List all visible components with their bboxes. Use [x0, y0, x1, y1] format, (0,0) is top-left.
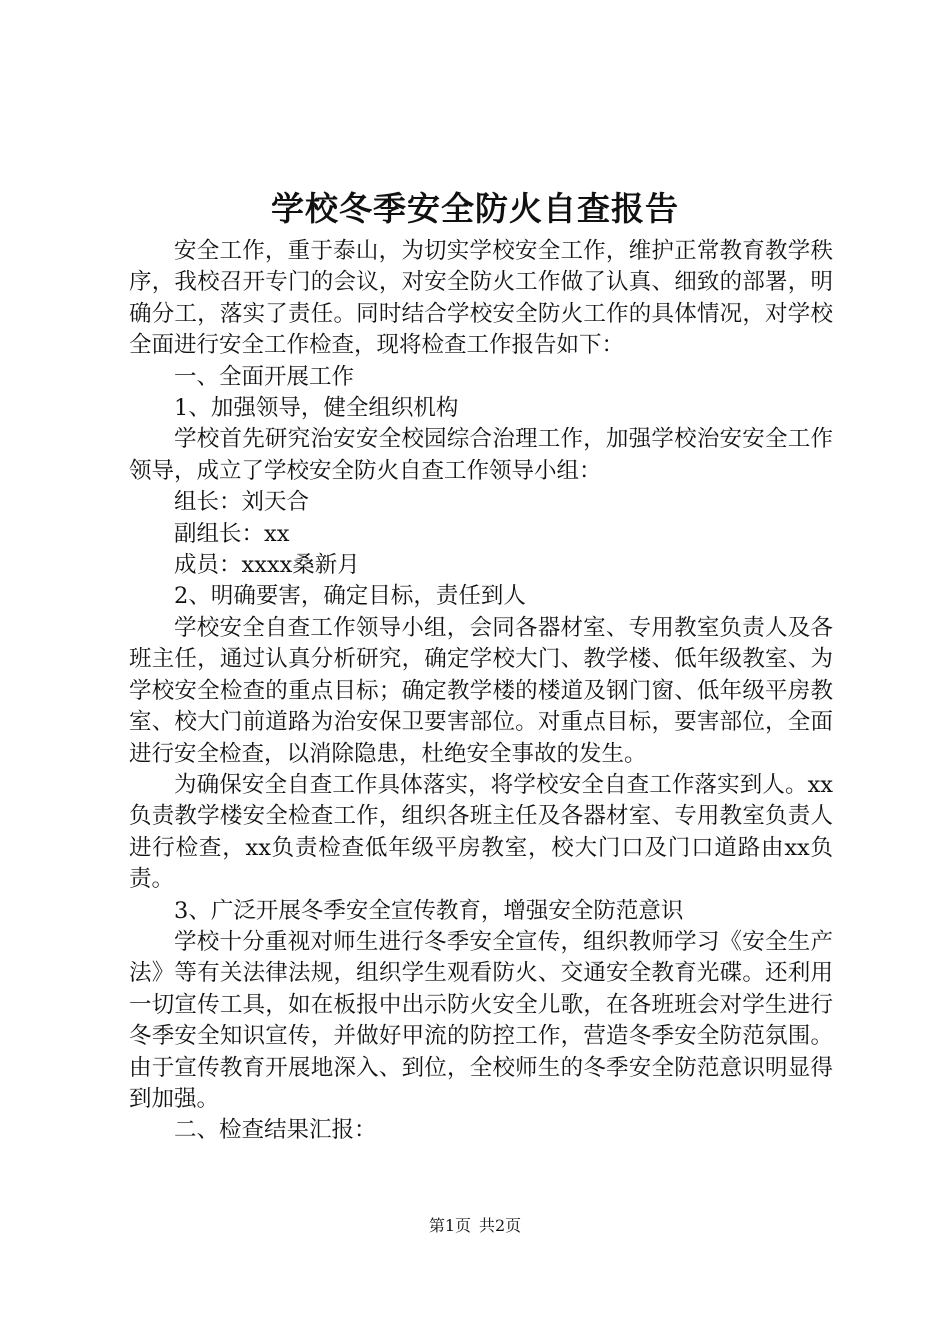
responsibility-paragraph: 为确保安全自查工作具体落实，将学校安全自查工作落实到人。xx负责教学楼安全检查工作，组织各班主任及各器材室、专用教室负责人进行检查，xx负责检查低年级平房教室，校大门口及门口道路由xx负责。	[129, 771, 833, 893]
page-footer	[0, 1214, 950, 1238]
intro-paragraph: 安全工作，重于泰山，为切实学校安全工作，维护正常教育教学秩序，我校召开专门的会议，对安全防火工作做了认真、细致的部署，明确分工，落实了责任。同时结合学校安全防火工作的具体情况，对学校全面进行安全工作检查，现将检查工作报告如下：	[129, 238, 833, 359]
leadership-paragraph: 学校首先研究治安安全校园综合治理工作，加强学校治安安全工作领导，成立了学校安全防火自查工作领导小组：	[129, 426, 833, 484]
page-current: 第1页	[428, 1216, 471, 1235]
key-targets-paragraph: 学校安全自查工作领导小组，会同各器材室、专用教室负责人及各班主任，通过认真分析研究，确定学校大门、教学楼、低年级教室、为学校安全检查的重点目标；确定教学楼的楼道及钢门窗、低年级平房教室、校大门前道路为治安保卫要害部位。对重点目标，要害部位，全面进行安全检查，以消除隐患，杜绝安全事故的发生。	[129, 614, 833, 767]
page-total: 共2页	[479, 1216, 522, 1235]
section-heading-1: 一、全面开展工作	[174, 363, 355, 390]
document-title: 学校冬季安全防火自查报告	[271, 189, 679, 228]
subsection-heading-2: 2、明确要害，确定目标，责任到人	[174, 583, 526, 610]
members-line: 成员：xxxx桑新月	[174, 552, 360, 579]
deputy-leader-line: 副组长：xx	[174, 520, 290, 547]
subsection-heading-3: 3、广泛开展冬季安全宣传教育，增强安全防范意识	[174, 897, 684, 924]
team-leader-line: 组长：刘天合	[174, 489, 310, 516]
education-paragraph: 学校十分重视对师生进行冬季安全宣传，组织教师学习《安全生产法》等有关法律法规，组织学生观看防火、交通安全教育光碟。还利用一切宣传工具，如在板报中出示防火安全儿歌，在各班班会对学生进行冬季安全知识宣传，并做好甲流的防控工作，营造冬季安全防范氛围。由于宣传教育开展地深入、到位，全校师生的冬季安全防范意识明显得到加强。	[129, 928, 833, 1112]
subsection-heading-1: 1、加强领导，健全组织机构	[174, 395, 459, 422]
document-body	[129, 236, 833, 1147]
section-heading-2: 二、检查结果汇报：	[174, 1117, 377, 1144]
